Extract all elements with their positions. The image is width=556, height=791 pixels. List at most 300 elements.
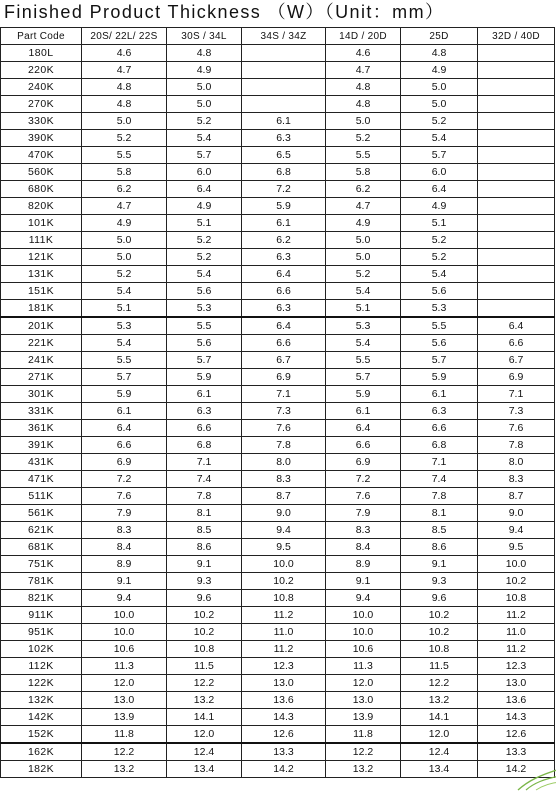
thickness-32d-40d-cell: 8.0 [478, 454, 555, 471]
thickness-20s-22l-22s-cell: 4.6 [82, 45, 167, 62]
thickness-34s-34z-cell: 7.2 [242, 181, 326, 198]
thickness-34s-34z-cell: 11.0 [242, 624, 326, 641]
thickness-32d-40d-cell [478, 147, 555, 164]
table-row [1, 45, 555, 62]
thickness-14d-20d-cell: 13.9 [326, 709, 401, 726]
thickness-32d-40d-cell: 7.8 [478, 437, 555, 454]
thickness-32d-40d-cell [478, 198, 555, 215]
column-header-20s-22l-22s: 20S/ 22L/ 22S [82, 28, 167, 45]
part-code-cell: 152K [1, 726, 82, 744]
table-row [1, 573, 555, 590]
part-code-cell: 951K [1, 624, 82, 641]
thickness-14d-20d-cell: 6.9 [326, 454, 401, 471]
thickness-30s-34l-cell: 6.6 [167, 420, 242, 437]
thickness-20s-22l-22s-cell: 9.4 [82, 590, 167, 607]
thickness-25d-cell: 5.7 [401, 352, 478, 369]
part-code-cell: 181K [1, 300, 82, 318]
thickness-30s-34l-cell: 12.4 [167, 743, 242, 761]
part-code-cell: 470K [1, 147, 82, 164]
thickness-32d-40d-cell: 14.3 [478, 709, 555, 726]
column-header-32d-40d: 32D / 40D [478, 28, 555, 45]
table-row [1, 96, 555, 113]
thickness-14d-20d-cell: 4.6 [326, 45, 401, 62]
table-row [1, 113, 555, 130]
thickness-32d-40d-cell: 8.3 [478, 471, 555, 488]
part-code-cell: 241K [1, 352, 82, 369]
thickness-34s-34z-cell: 6.5 [242, 147, 326, 164]
thickness-34s-34z-cell: 6.3 [242, 300, 326, 318]
table-row [1, 147, 555, 164]
thickness-32d-40d-cell [478, 181, 555, 198]
thickness-34s-34z-cell: 6.3 [242, 130, 326, 147]
table-row [1, 164, 555, 181]
thickness-30s-34l-cell: 7.4 [167, 471, 242, 488]
table-row [1, 335, 555, 352]
thickness-32d-40d-cell: 11.2 [478, 641, 555, 658]
thickness-30s-34l-cell: 9.3 [167, 573, 242, 590]
thickness-14d-20d-cell: 5.5 [326, 352, 401, 369]
thickness-32d-40d-cell: 6.9 [478, 369, 555, 386]
part-code-cell: 390K [1, 130, 82, 147]
thickness-30s-34l-cell: 5.0 [167, 96, 242, 113]
part-code-cell: 821K [1, 590, 82, 607]
table-row [1, 215, 555, 232]
part-code-cell: 511K [1, 488, 82, 505]
part-code-cell: 121K [1, 249, 82, 266]
thickness-32d-40d-cell: 13.3 [478, 743, 555, 761]
thickness-20s-22l-22s-cell: 5.2 [82, 130, 167, 147]
thickness-32d-40d-cell: 13.6 [478, 692, 555, 709]
thickness-25d-cell: 4.9 [401, 62, 478, 79]
thickness-20s-22l-22s-cell: 4.7 [82, 62, 167, 79]
thickness-34s-34z-cell [242, 96, 326, 113]
thickness-14d-20d-cell: 5.3 [326, 317, 401, 335]
thickness-30s-34l-cell: 8.6 [167, 539, 242, 556]
thickness-20s-22l-22s-cell: 5.9 [82, 386, 167, 403]
thickness-25d-cell: 13.2 [401, 692, 478, 709]
thickness-30s-34l-cell: 8.5 [167, 522, 242, 539]
thickness-14d-20d-cell: 9.4 [326, 590, 401, 607]
part-code-cell: 301K [1, 386, 82, 403]
thickness-30s-34l-cell: 5.3 [167, 300, 242, 318]
thickness-25d-cell: 12.4 [401, 743, 478, 761]
thickness-30s-34l-cell: 5.7 [167, 352, 242, 369]
thickness-14d-20d-cell: 11.3 [326, 658, 401, 675]
thickness-25d-cell: 5.0 [401, 79, 478, 96]
thickness-30s-34l-cell: 5.0 [167, 79, 242, 96]
thickness-30s-34l-cell: 11.5 [167, 658, 242, 675]
table-row [1, 420, 555, 437]
thickness-25d-cell: 5.2 [401, 113, 478, 130]
thickness-34s-34z-cell: 12.6 [242, 726, 326, 744]
thickness-32d-40d-cell: 12.3 [478, 658, 555, 675]
table-row [1, 317, 555, 335]
thickness-34s-34z-cell: 13.6 [242, 692, 326, 709]
thickness-32d-40d-cell [478, 215, 555, 232]
thickness-25d-cell: 6.0 [401, 164, 478, 181]
thickness-32d-40d-cell [478, 266, 555, 283]
thickness-34s-34z-cell: 8.7 [242, 488, 326, 505]
thickness-25d-cell: 8.6 [401, 539, 478, 556]
thickness-32d-40d-cell: 12.6 [478, 726, 555, 744]
thickness-14d-20d-cell: 7.2 [326, 471, 401, 488]
thickness-14d-20d-cell: 7.6 [326, 488, 401, 505]
thickness-25d-cell: 12.2 [401, 675, 478, 692]
thickness-14d-20d-cell: 5.0 [326, 232, 401, 249]
part-code-cell: 162K [1, 743, 82, 761]
part-code-cell: 680K [1, 181, 82, 198]
part-code-cell: 330K [1, 113, 82, 130]
thickness-34s-34z-cell: 6.3 [242, 249, 326, 266]
table-row [1, 62, 555, 79]
thickness-20s-22l-22s-cell: 10.0 [82, 607, 167, 624]
thickness-20s-22l-22s-cell: 4.8 [82, 79, 167, 96]
thickness-25d-cell: 13.4 [401, 761, 478, 778]
thickness-30s-34l-cell: 13.2 [167, 692, 242, 709]
thickness-34s-34z-cell: 8.3 [242, 471, 326, 488]
thickness-34s-34z-cell: 13.3 [242, 743, 326, 761]
thickness-20s-22l-22s-cell: 8.9 [82, 556, 167, 573]
part-code-cell: 131K [1, 266, 82, 283]
thickness-25d-cell: 5.0 [401, 96, 478, 113]
thickness-25d-cell: 5.4 [401, 266, 478, 283]
part-code-cell: 560K [1, 164, 82, 181]
thickness-20s-22l-22s-cell: 4.7 [82, 198, 167, 215]
thickness-14d-20d-cell: 12.0 [326, 675, 401, 692]
table-row [1, 79, 555, 96]
thickness-25d-cell: 10.2 [401, 624, 478, 641]
thickness-30s-34l-cell: 5.1 [167, 215, 242, 232]
thickness-30s-34l-cell: 8.1 [167, 505, 242, 522]
thickness-20s-22l-22s-cell: 13.2 [82, 761, 167, 778]
table-row [1, 454, 555, 471]
part-code-cell: 781K [1, 573, 82, 590]
thickness-14d-20d-cell: 9.1 [326, 573, 401, 590]
table-row [1, 675, 555, 692]
thickness-20s-22l-22s-cell: 6.9 [82, 454, 167, 471]
thickness-20s-22l-22s-cell: 7.6 [82, 488, 167, 505]
part-code-cell: 240K [1, 79, 82, 96]
table-row [1, 130, 555, 147]
thickness-20s-22l-22s-cell: 5.8 [82, 164, 167, 181]
table-row [1, 488, 555, 505]
thickness-34s-34z-cell: 9.4 [242, 522, 326, 539]
table-row [1, 709, 555, 726]
thickness-20s-22l-22s-cell: 9.1 [82, 573, 167, 590]
thickness-30s-34l-cell: 13.4 [167, 761, 242, 778]
thickness-30s-34l-cell: 5.6 [167, 283, 242, 300]
table-row [1, 232, 555, 249]
thickness-20s-22l-22s-cell: 12.2 [82, 743, 167, 761]
thickness-34s-34z-cell [242, 45, 326, 62]
thickness-20s-22l-22s-cell: 7.9 [82, 505, 167, 522]
thickness-14d-20d-cell: 12.2 [326, 743, 401, 761]
part-code-cell: 431K [1, 454, 82, 471]
thickness-25d-cell: 4.8 [401, 45, 478, 62]
thickness-14d-20d-cell: 4.9 [326, 215, 401, 232]
thickness-25d-cell: 8.5 [401, 522, 478, 539]
part-code-cell: 621K [1, 522, 82, 539]
table-row [1, 198, 555, 215]
table-row [1, 403, 555, 420]
thickness-14d-20d-cell: 5.1 [326, 300, 401, 318]
thickness-20s-22l-22s-cell: 13.9 [82, 709, 167, 726]
thickness-30s-34l-cell: 5.6 [167, 335, 242, 352]
thickness-20s-22l-22s-cell: 13.0 [82, 692, 167, 709]
thickness-34s-34z-cell: 10.2 [242, 573, 326, 590]
thickness-14d-20d-cell: 8.4 [326, 539, 401, 556]
part-code-cell: 391K [1, 437, 82, 454]
table-row [1, 266, 555, 283]
thickness-20s-22l-22s-cell: 11.3 [82, 658, 167, 675]
thickness-30s-34l-cell: 6.8 [167, 437, 242, 454]
thickness-32d-40d-cell: 10.0 [478, 556, 555, 573]
thickness-20s-22l-22s-cell: 5.4 [82, 335, 167, 352]
table-row [1, 181, 555, 198]
thickness-20s-22l-22s-cell: 6.1 [82, 403, 167, 420]
thickness-34s-34z-cell: 9.0 [242, 505, 326, 522]
thickness-14d-20d-cell: 6.2 [326, 181, 401, 198]
thickness-20s-22l-22s-cell: 6.4 [82, 420, 167, 437]
thickness-30s-34l-cell: 4.9 [167, 62, 242, 79]
thickness-30s-34l-cell: 14.1 [167, 709, 242, 726]
thickness-14d-20d-cell: 10.0 [326, 624, 401, 641]
thickness-25d-cell: 5.2 [401, 232, 478, 249]
thickness-25d-cell: 11.5 [401, 658, 478, 675]
thickness-25d-cell: 12.0 [401, 726, 478, 744]
thickness-34s-34z-cell: 5.9 [242, 198, 326, 215]
thickness-25d-cell: 5.5 [401, 317, 478, 335]
part-code-cell: 221K [1, 335, 82, 352]
thickness-14d-20d-cell: 5.0 [326, 113, 401, 130]
part-code-cell: 112K [1, 658, 82, 675]
thickness-20s-22l-22s-cell: 5.4 [82, 283, 167, 300]
thickness-30s-34l-cell: 5.5 [167, 317, 242, 335]
thickness-25d-cell: 9.6 [401, 590, 478, 607]
column-header-30s-34l: 30S / 34L [167, 28, 242, 45]
thickness-32d-40d-cell [478, 249, 555, 266]
thickness-32d-40d-cell: 10.8 [478, 590, 555, 607]
thickness-20s-22l-22s-cell: 5.7 [82, 369, 167, 386]
thickness-32d-40d-cell [478, 164, 555, 181]
thickness-30s-34l-cell: 5.9 [167, 369, 242, 386]
thickness-14d-20d-cell: 5.9 [326, 386, 401, 403]
table-row [1, 761, 555, 778]
thickness-20s-22l-22s-cell: 5.5 [82, 352, 167, 369]
table-row [1, 369, 555, 386]
table-body [1, 45, 555, 778]
part-code-cell: 561K [1, 505, 82, 522]
thickness-30s-34l-cell: 5.2 [167, 249, 242, 266]
thickness-25d-cell: 5.9 [401, 369, 478, 386]
column-header-14d-20d: 14D / 20D [326, 28, 401, 45]
thickness-20s-22l-22s-cell: 5.3 [82, 317, 167, 335]
thickness-32d-40d-cell: 6.4 [478, 317, 555, 335]
thickness-30s-34l-cell: 10.2 [167, 607, 242, 624]
thickness-32d-40d-cell [478, 113, 555, 130]
thickness-34s-34z-cell: 11.2 [242, 607, 326, 624]
thickness-25d-cell: 6.4 [401, 181, 478, 198]
thickness-32d-40d-cell: 11.0 [478, 624, 555, 641]
thickness-34s-34z-cell: 6.4 [242, 266, 326, 283]
thickness-20s-22l-22s-cell: 6.6 [82, 437, 167, 454]
part-code-cell: 111K [1, 232, 82, 249]
thickness-34s-34z-cell [242, 79, 326, 96]
thickness-32d-40d-cell: 13.0 [478, 675, 555, 692]
table-row [1, 539, 555, 556]
part-code-cell: 681K [1, 539, 82, 556]
thickness-25d-cell: 5.2 [401, 249, 478, 266]
thickness-20s-22l-22s-cell: 7.2 [82, 471, 167, 488]
thickness-32d-40d-cell: 9.4 [478, 522, 555, 539]
thickness-25d-cell: 7.8 [401, 488, 478, 505]
table-row [1, 505, 555, 522]
thickness-14d-20d-cell: 8.3 [326, 522, 401, 539]
thickness-14d-20d-cell: 13.0 [326, 692, 401, 709]
thickness-34s-34z-cell: 6.7 [242, 352, 326, 369]
part-code-cell: 122K [1, 675, 82, 692]
thickness-30s-34l-cell: 10.2 [167, 624, 242, 641]
thickness-34s-34z-cell: 13.0 [242, 675, 326, 692]
part-code-cell: 331K [1, 403, 82, 420]
part-code-cell: 102K [1, 641, 82, 658]
thickness-30s-34l-cell: 6.3 [167, 403, 242, 420]
thickness-30s-34l-cell: 5.4 [167, 130, 242, 147]
thickness-25d-cell: 5.6 [401, 283, 478, 300]
thickness-34s-34z-cell: 6.8 [242, 164, 326, 181]
thickness-32d-40d-cell [478, 300, 555, 318]
thickness-34s-34z-cell: 6.4 [242, 317, 326, 335]
thickness-34s-34z-cell: 6.1 [242, 113, 326, 130]
table-row [1, 607, 555, 624]
part-code-cell: 911K [1, 607, 82, 624]
thickness-32d-40d-cell [478, 79, 555, 96]
thickness-32d-40d-cell [478, 232, 555, 249]
page-title: Finished Product Thickness （W）（Unit：mm） [4, 2, 445, 22]
thickness-25d-cell: 6.6 [401, 420, 478, 437]
thickness-34s-34z-cell: 6.1 [242, 215, 326, 232]
thickness-14d-20d-cell: 7.9 [326, 505, 401, 522]
thickness-34s-34z-cell: 12.3 [242, 658, 326, 675]
part-code-cell: 751K [1, 556, 82, 573]
thickness-25d-cell: 5.6 [401, 335, 478, 352]
thickness-30s-34l-cell: 7.1 [167, 454, 242, 471]
thickness-14d-20d-cell: 8.9 [326, 556, 401, 573]
part-code-cell: 270K [1, 96, 82, 113]
thickness-32d-40d-cell: 6.6 [478, 335, 555, 352]
thickness-20s-22l-22s-cell: 5.5 [82, 147, 167, 164]
thickness-table [0, 27, 555, 778]
thickness-30s-34l-cell: 12.0 [167, 726, 242, 744]
thickness-34s-34z-cell: 8.0 [242, 454, 326, 471]
thickness-30s-34l-cell: 4.9 [167, 198, 242, 215]
table-row [1, 590, 555, 607]
table-row [1, 624, 555, 641]
thickness-20s-22l-22s-cell: 4.9 [82, 215, 167, 232]
thickness-25d-cell: 9.3 [401, 573, 478, 590]
thickness-32d-40d-cell: 8.7 [478, 488, 555, 505]
thickness-25d-cell: 4.9 [401, 198, 478, 215]
thickness-34s-34z-cell: 6.6 [242, 335, 326, 352]
thickness-32d-40d-cell: 7.6 [478, 420, 555, 437]
thickness-32d-40d-cell [478, 283, 555, 300]
table-row [1, 726, 555, 744]
thickness-25d-cell: 5.7 [401, 147, 478, 164]
thickness-14d-20d-cell: 6.1 [326, 403, 401, 420]
table-row [1, 300, 555, 318]
thickness-25d-cell: 5.1 [401, 215, 478, 232]
thickness-34s-34z-cell: 7.6 [242, 420, 326, 437]
thickness-20s-22l-22s-cell: 5.0 [82, 249, 167, 266]
thickness-30s-34l-cell: 12.2 [167, 675, 242, 692]
thickness-32d-40d-cell: 11.2 [478, 607, 555, 624]
part-code-cell: 820K [1, 198, 82, 215]
table-row [1, 641, 555, 658]
thickness-14d-20d-cell: 5.2 [326, 130, 401, 147]
thickness-20s-22l-22s-cell: 12.0 [82, 675, 167, 692]
thickness-14d-20d-cell: 6.4 [326, 420, 401, 437]
thickness-32d-40d-cell: 7.3 [478, 403, 555, 420]
thickness-25d-cell: 6.8 [401, 437, 478, 454]
thickness-34s-34z-cell: 9.5 [242, 539, 326, 556]
column-header-34s-34z: 34S / 34Z [242, 28, 326, 45]
column-header-25d: 25D [401, 28, 478, 45]
thickness-20s-22l-22s-cell: 5.1 [82, 300, 167, 318]
thickness-32d-40d-cell: 10.2 [478, 573, 555, 590]
thickness-25d-cell: 7.1 [401, 454, 478, 471]
thickness-20s-22l-22s-cell: 10.0 [82, 624, 167, 641]
part-code-cell: 361K [1, 420, 82, 437]
thickness-25d-cell: 8.1 [401, 505, 478, 522]
thickness-30s-34l-cell: 6.4 [167, 181, 242, 198]
thickness-14d-20d-cell: 4.7 [326, 62, 401, 79]
part-code-cell: 471K [1, 471, 82, 488]
thickness-32d-40d-cell: 7.1 [478, 386, 555, 403]
thickness-34s-34z-cell: 14.2 [242, 761, 326, 778]
thickness-20s-22l-22s-cell: 6.2 [82, 181, 167, 198]
thickness-25d-cell: 9.1 [401, 556, 478, 573]
thickness-30s-34l-cell: 4.8 [167, 45, 242, 62]
thickness-14d-20d-cell: 11.8 [326, 726, 401, 744]
table-row [1, 386, 555, 403]
thickness-14d-20d-cell: 5.4 [326, 335, 401, 352]
thickness-34s-34z-cell: 11.2 [242, 641, 326, 658]
thickness-20s-22l-22s-cell: 11.8 [82, 726, 167, 744]
thickness-30s-34l-cell: 9.6 [167, 590, 242, 607]
table-row [1, 249, 555, 266]
table-row [1, 352, 555, 369]
thickness-34s-34z-cell: 7.8 [242, 437, 326, 454]
thickness-25d-cell: 7.4 [401, 471, 478, 488]
thickness-32d-40d-cell [478, 45, 555, 62]
thickness-34s-34z-cell: 6.2 [242, 232, 326, 249]
thickness-30s-34l-cell: 5.2 [167, 113, 242, 130]
thickness-14d-20d-cell: 5.5 [326, 147, 401, 164]
thickness-25d-cell: 6.1 [401, 386, 478, 403]
thickness-25d-cell: 5.3 [401, 300, 478, 318]
part-code-cell: 180L [1, 45, 82, 62]
table-row [1, 658, 555, 675]
table-row [1, 471, 555, 488]
part-code-cell: 132K [1, 692, 82, 709]
thickness-32d-40d-cell: 6.7 [478, 352, 555, 369]
thickness-20s-22l-22s-cell: 8.3 [82, 522, 167, 539]
thickness-14d-20d-cell: 4.8 [326, 79, 401, 96]
table-row [1, 692, 555, 709]
thickness-34s-34z-cell: 14.3 [242, 709, 326, 726]
thickness-34s-34z-cell: 6.9 [242, 369, 326, 386]
thickness-25d-cell: 6.3 [401, 403, 478, 420]
